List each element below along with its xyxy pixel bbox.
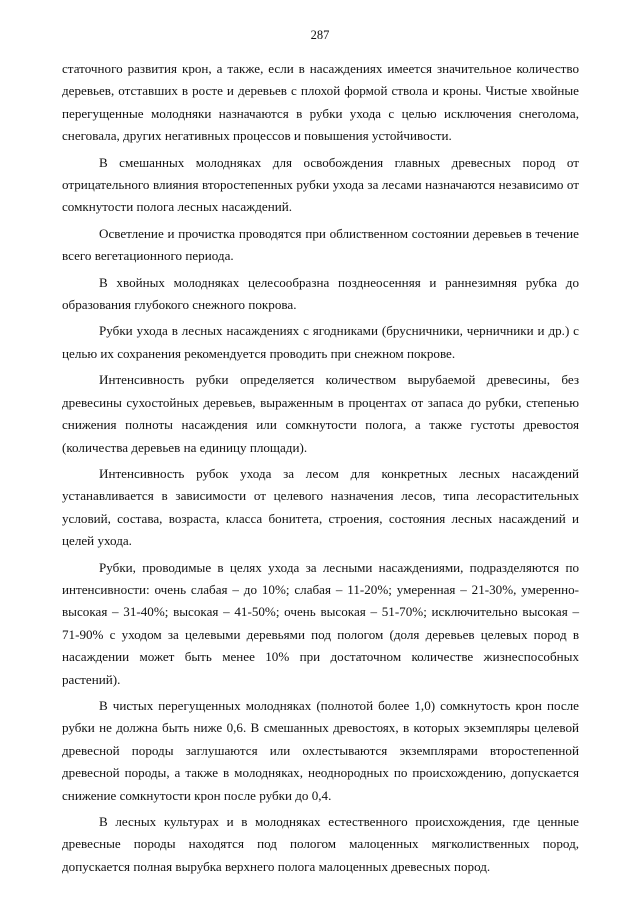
page-body xyxy=(62,58,579,882)
paragraph: В смешанных молодняках для освобождения главных древесных пород от отрицательного влияния второстепенных рубки ухода за лесами назначаются независимо от сомкнутости полога лесных насаждений. xyxy=(62,154,579,215)
paragraph: Интенсивность рубок ухода за лесом для конкретных лесных насаждений устанавливается в зависимости от целевого назначения лесов, типа лесорастительных условий, состава, возраста, класса бонитета, строения, состояния лесных насаждений и целей ухода. xyxy=(62,465,579,549)
paragraph: Интенсивность рубки определяется количеством вырубаемой древесины, без древесины сухостойных деревьев, выраженным в процентах от запаса до рубки, степенью снижения полноты насаждения или сомкнутости полога, а также густоты древостоя (количества деревьев на единицу площади). xyxy=(62,372,579,455)
paragraph: В чистых перегущенных молодняках (полнотой более 1,0) сомкнутость крон после рубки не должна быть ниже 0,6. В смешанных древостоях, в которых экземпляры целевой древесной породы заглушаются или охлестываются экземплярами второстепенной древесной породы, а также в молодняках, неоднородных по происхождению, допускается снижение сомкнутости крон после рубки до 0,4. xyxy=(62,697,579,803)
paragraph: Рубки, проводимые в целях ухода за лесными насаждениями, подразделяются по интенсивности: очень слабая – до 10%; слабая – 11-20%; умеренная – 21-30%, умеренно-высокая – 31-40%; высокая – 41-50%; очень высокая – 51-70%; исключительно высокая – 71-90% с уходом за целевыми деревьями под пологом (доля деревьев целевых пород в насаждении может быть менее 10% при достаточном количестве жизнеспособных растений). xyxy=(62,559,579,687)
paragraph: Рубки ухода в лесных насаждениях с ягодниками (брусничники, черничники и др.) с целью их сохранения рекомендуется проводить при снежном покрове. xyxy=(62,323,579,361)
paragraph: Осветление и прочистка проводятся при облиственном состоянии деревьев в течение всего вегетационного периода. xyxy=(62,225,579,264)
paragraph-continued: статочного развития крон, а также, если в насаждениях имеется значительное количество деревьев, отставших в росте и деревьев с плохой формой ствола и кроны. Чистые хвойные перегущенные молодняки назначаются в рубки ухода с целью исключения снеголома, снеговала, других негативных процессов и повышения устойчивости. xyxy=(62,61,579,144)
paragraph: В лесных культурах и в молодняках естественного происхождения, где ценные древесные породы находятся под пологом малоценных мягколиственных пород, допускается полная вырубка верхнего полога малоценных древесных пород. xyxy=(62,814,579,874)
paragraph: В хвойных молодняках целесообразна позднеосенняя и раннезимняя рубка до образования глубокого снежного покрова. xyxy=(62,274,579,313)
page-number: 287 xyxy=(310,28,330,42)
